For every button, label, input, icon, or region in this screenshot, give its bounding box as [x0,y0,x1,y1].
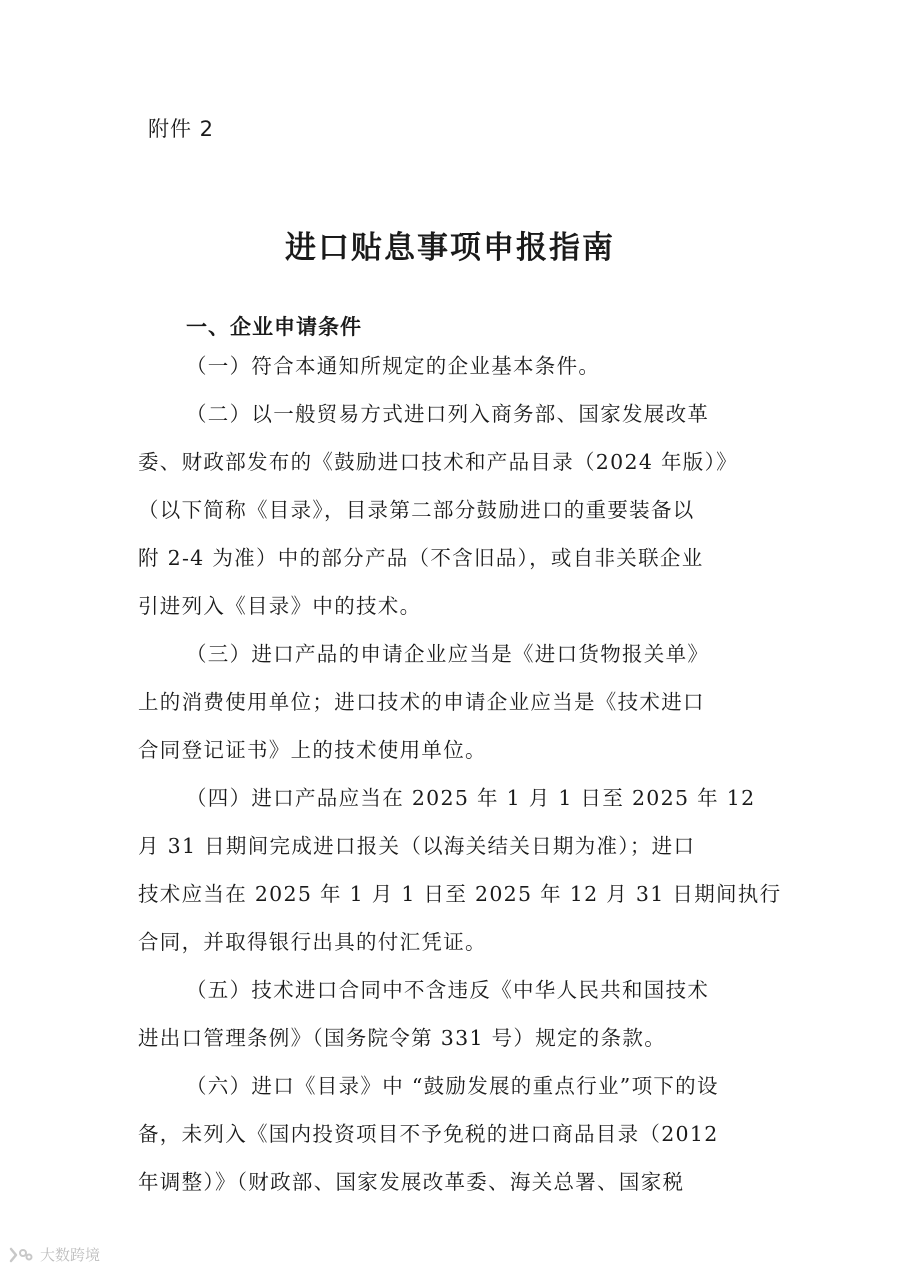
paragraph-line: 技术应当在 2025 年 1 月 1 日至 2025 年 12 月 31 日期间执行 [138,882,782,906]
paragraph-line: （二）以一般贸易方式进口列入商务部、国家发展改革 [186,402,710,426]
paragraph-line: 附 2-4 为准）中的部分产品（不含旧品），或自非关联企业 [138,546,704,570]
paragraph-line: 引进列入《目录》中的技术。 [138,594,422,618]
watermark-text: 大数跨境 [40,1246,101,1264]
paragraph-line: （五）技术进口合同中不含违反《中华人民共和国技术 [186,978,710,1002]
watermark [8,1244,100,1265]
paragraph-line: （四）进口产品应当在 2025 年 1 月 1 日至 2025 年 12 [186,786,756,810]
paragraph-line: 上的消费使用单位；进口技术的申请企业应当是《技术进口 [138,690,705,714]
paragraph-line: 月 31 日期间完成进口报关（以海关结关日期为准）；进口 [138,834,696,858]
paragraph-line: （一）符合本通知所规定的企业基本条件。 [186,354,601,378]
paragraph-line: 进出口管理条例》（国务院令第 331 号）规定的条款。 [138,1026,667,1050]
paragraph-line: （以下简称《目录》，目录第二部分鼓励进口的重要装备以 [138,498,695,522]
paragraph-line: 委、财政部发布的《鼓励进口技术和产品目录（2024 年版）》 [138,450,738,474]
section-heading: 一、企业申请条件 [186,315,362,339]
attachment-label: 附件 2 [148,117,215,141]
paragraph-line: 合同登记证书》上的技术使用单位。 [138,738,487,762]
document-title: 进口贴息事项申报指南 [285,230,615,266]
watermark-logo-icon [8,1245,34,1265]
paragraph-line: 备，未列入《国内投资项目不予免税的进口商品目录（2012 [138,1122,719,1146]
paragraph-line: （三）进口产品的申请企业应当是《进口货物报关单》 [186,642,710,666]
paragraph-line: （六）进口《目录》中 “鼓励发展的重点行业”项下的设 [186,1074,719,1098]
paragraph-line: 年调整）》（财政部、国家发展改革委、海关总署、国家税 [138,1170,685,1194]
paragraph-line: 合同，并取得银行出具的付汇凭证。 [138,930,487,954]
